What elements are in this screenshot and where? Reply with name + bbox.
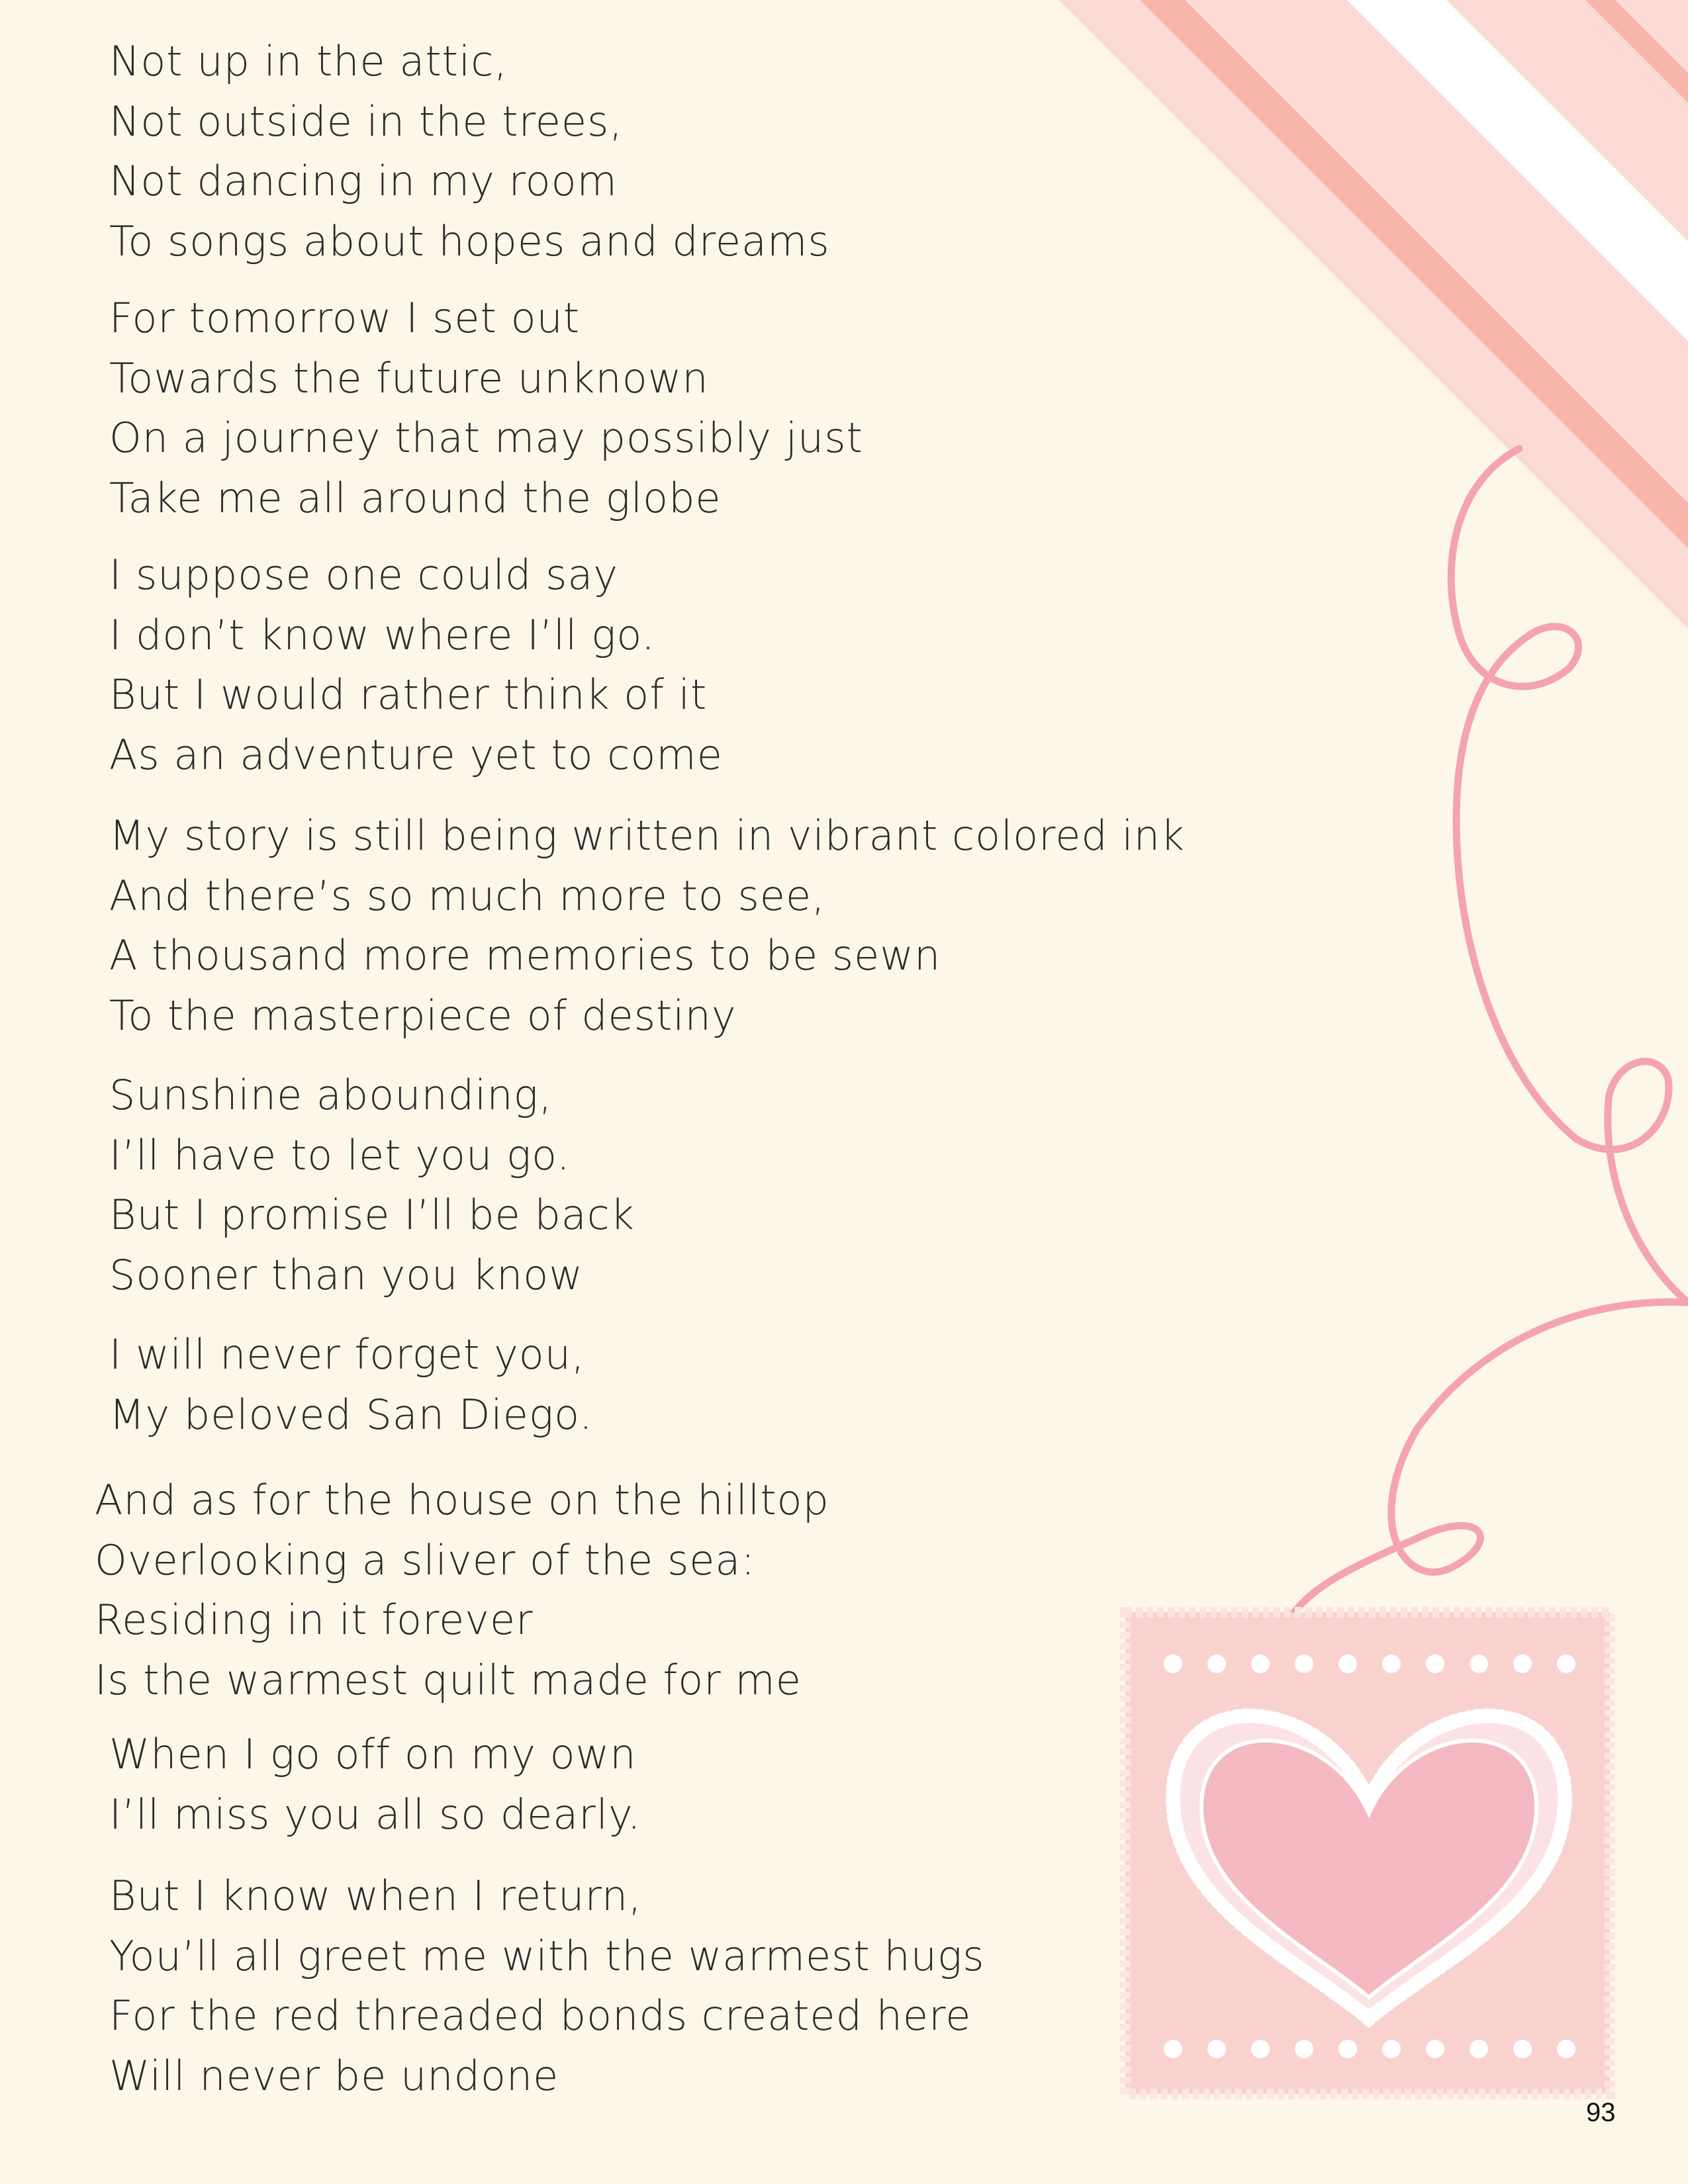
poem-line: To songs about hopes and dreams: [109, 216, 830, 265]
poem-line: On a journey that may possibly just: [109, 414, 863, 462]
page-number: 93: [1586, 2098, 1616, 2127]
poem-line: For tomorrow I set out: [109, 294, 581, 342]
poem-line: You’ll all greet me with the warmest hugs: [109, 1931, 985, 1980]
poem-line: Not dancing in my room: [109, 157, 618, 205]
poem-line: Will never be undone: [109, 2051, 559, 2100]
poem-line: I don’t know where I’ll go.: [109, 610, 655, 659]
poem-line: A thousand more memories to be sewn: [109, 931, 941, 979]
poem-line: And as for the house on the hilltop: [95, 1476, 829, 1524]
poem-line: I will never forget you,: [109, 1330, 585, 1379]
poem-line: Towards the future unknown: [109, 353, 709, 402]
poem-line: My story is still being written in vibrant colored ink: [109, 811, 1185, 860]
poem-line: To the masterpiece of destiny: [109, 991, 737, 1040]
poem-line: For the red threaded bonds created here: [109, 1991, 972, 2040]
poem-line: Take me all around the globe: [109, 473, 722, 522]
poem-line: Not up in the attic,: [109, 37, 508, 85]
poem-line: I suppose one could say: [109, 551, 619, 599]
poem-line: But I know when I return,: [109, 1872, 642, 1920]
poem-line: I’ll have to let you go.: [109, 1130, 571, 1179]
diagonal-stripes: [1059, 0, 1688, 629]
poem-line: Sooner than you know: [109, 1250, 583, 1299]
poem-line: Is the warmest quilt made for me: [95, 1655, 802, 1704]
poem-line: But I would rather think of it: [109, 670, 708, 719]
pink-ribbon: [1278, 449, 1688, 1641]
poem-line: Not outside in the trees,: [109, 97, 624, 146]
poem-line: I’ll miss you all so dearly.: [109, 1790, 641, 1839]
poem-line: Sunshine abounding,: [109, 1071, 553, 1119]
poem-line: But I promise I’ll be back: [109, 1191, 635, 1239]
poem-line: When I go off on my own: [109, 1730, 637, 1778]
poem-line: And there’s so much more to see,: [109, 871, 825, 920]
poem-line: Residing in it forever: [95, 1596, 534, 1644]
heart-patch: [1125, 1612, 1610, 2094]
poem-line: My beloved San Diego.: [109, 1390, 593, 1439]
poem-line: Overlooking a sliver of the sea:: [95, 1535, 756, 1584]
poem-line: As an adventure yet to come: [109, 730, 723, 779]
